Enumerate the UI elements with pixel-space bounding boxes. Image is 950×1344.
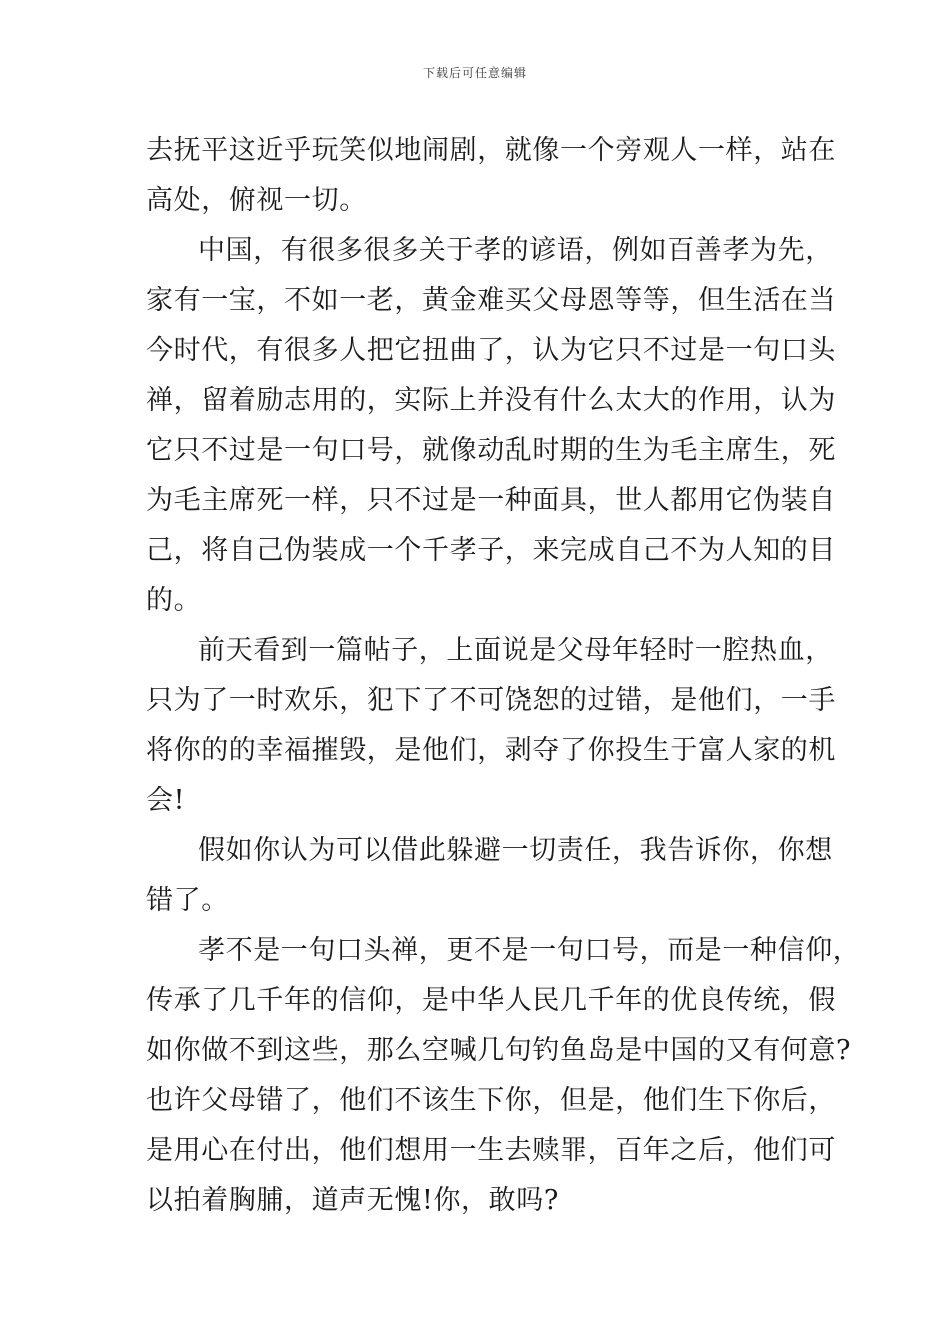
paragraph-1: [146, 126, 846, 226]
text-line: 为毛主席死一样，只不过是一种面具，世人都用它伪装自: [146, 485, 836, 516]
paragraph-5: [146, 926, 861, 1226]
text-line: 将你的的幸福摧毁，是他们，剥夺了你投生于富人家的机: [146, 735, 836, 766]
paragraph-3: [146, 626, 846, 826]
text-line: 是用心在付出，他们想用一生去赎罪，百年之后，他们可: [146, 1135, 836, 1166]
text-line: 的。: [146, 585, 202, 616]
paragraph-2: [146, 226, 846, 626]
paragraph-4: [146, 826, 846, 926]
document-body: [146, 126, 861, 1226]
text-line: 己，将自己伪装成一个千孝子，来完成自己不为人知的目: [146, 535, 836, 566]
text-line: 今时代，有很多人把它扭曲了，认为它只不过是一句口头: [146, 335, 836, 366]
text-line: 只为了一时欢乐，犯下了不可饶恕的过错，是他们，一手: [146, 685, 836, 716]
text-line: 家有一宝，不如一老，黄金难买父母恩等等，但生活在当: [146, 285, 836, 316]
page-header: 下载后可任意编辑: [422, 66, 527, 80]
text-line: 假如你认为可以借此躲避一切责任，我告诉你，你想: [198, 835, 833, 866]
text-line: 高处，俯视一切。: [146, 185, 367, 216]
text-line: 中国，有很多很多关于孝的谚语，例如百善孝为先，: [198, 235, 833, 266]
text-line: 禅，留着励志用的，实际上并没有什么太大的作用，认为: [146, 385, 836, 416]
text-line: 会!: [146, 785, 186, 816]
text-line: 去抚平这近乎玩笑似地闹剧，就像一个旁观人一样，站在: [146, 135, 836, 166]
text-line: 以拍着胸脯，道声无愧!你，敢吗?: [146, 1185, 559, 1216]
text-line: 传承了几千年的信仰，是中华人民几千年的优良传统，假: [146, 985, 836, 1016]
text-line: 它只不过是一句口号，就像动乱时期的生为毛主席生，死: [146, 435, 836, 466]
text-line: 错了。: [146, 885, 229, 916]
text-line: 如你做不到这些，那么空喊几句钓鱼岛是中国的又有何意?: [146, 1035, 852, 1066]
text-line: 前天看到一篇帖子，上面说是父母年轻时一腔热血，: [198, 635, 833, 666]
text-line: 也许父母错了，他们不该生下你，但是，他们生下你后，: [146, 1085, 836, 1116]
text-line: 孝不是一句口头禅，更不是一句口号，而是一种信仰，: [198, 935, 861, 966]
